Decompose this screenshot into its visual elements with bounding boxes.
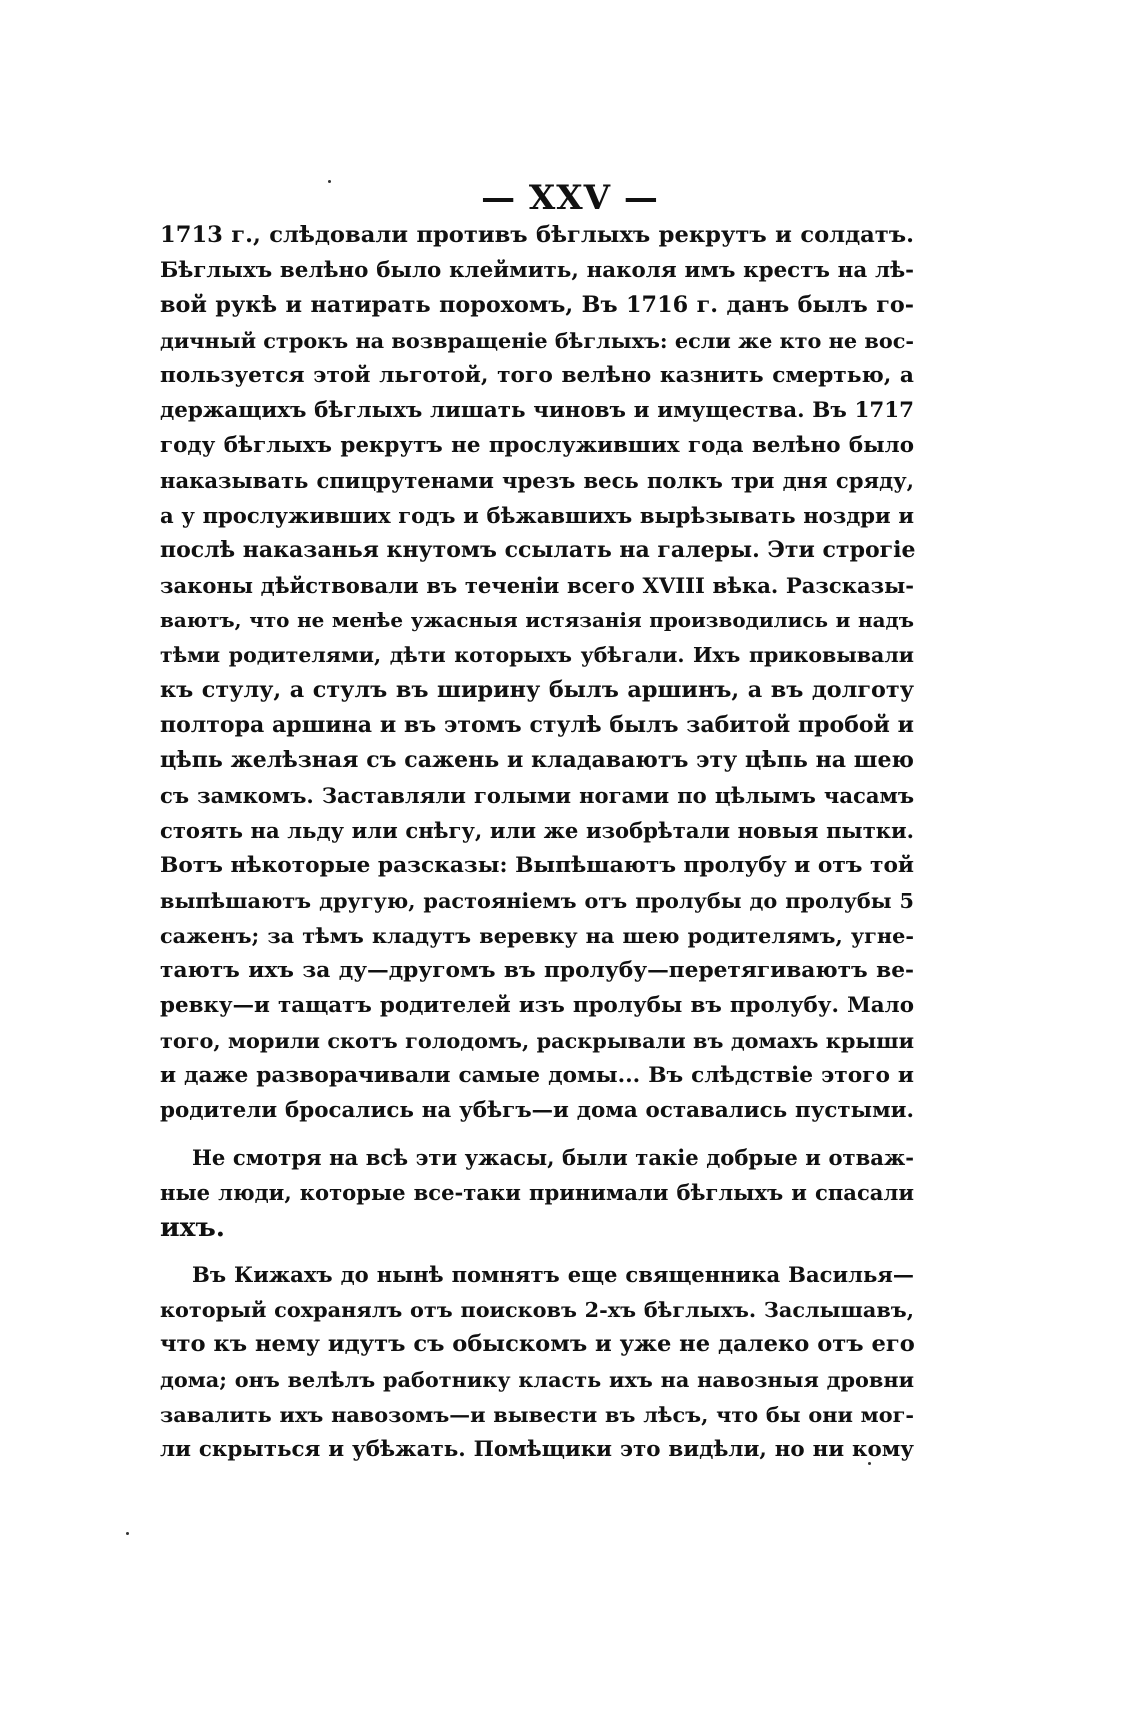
paragraph-3 (160, 1257, 914, 1467)
text-line: ваютъ, что не менѣе ужасныя истязанія производились и надъ (160, 608, 914, 632)
text-line: держащихъ бѣглыхъ лишать чиновъ и имущества. Въ 1717 (160, 398, 914, 423)
text-line: году бѣглыхъ рекрутъ не прослуживших года велѣно было (160, 433, 914, 458)
body-text (160, 218, 914, 1467)
text-line: Вотъ нѣкоторые разсказы: Выпѣшаютъ пролубу и отъ той (160, 853, 914, 878)
text-line: который сохранялъ отъ поисковъ 2-хъ бѣглыхъ. Заслышавъ, (160, 1297, 914, 1322)
text-line: ихъ. (160, 1212, 226, 1243)
text-line: Въ Кижахъ до нынѣ помнятъ еще священника Василья— (192, 1262, 914, 1287)
text-line: а у прослуживших годъ и бѣжавшихъ вырѣзывать ноздри и (160, 503, 914, 528)
text-line: стоять на льду или снѣгу, или же изобрѣтали новыя пытки. (160, 818, 914, 843)
scan-speck (868, 1462, 871, 1465)
text-line: полтора аршина и въ этомъ стулѣ былъ забитой пробой и (160, 712, 914, 738)
text-line: того, морили скотъ голодомъ, раскрывали въ домахъ крыши (160, 1028, 914, 1053)
text-line: къ стулу, а стулъ въ ширину былъ аршинъ, а въ долготу (160, 677, 914, 703)
text-line: Не смотря на всѣ эти ужасы, были такіе добрые и отваж- (192, 1145, 914, 1170)
text-line: тѣми родителями, дѣти которыхъ убѣгали. Ихъ приковывали (160, 643, 914, 667)
text-line: завалить ихъ навозомъ—и вывести въ лѣсъ, что бы они мог- (160, 1402, 914, 1427)
text-line: наказывать спицрутенами чрезъ весь полкъ три дня сряду, (160, 468, 914, 493)
text-line: и даже разворачивали самые домы... Въ слѣдствіе этого и (160, 1063, 914, 1088)
text-line: Бѣглыхъ велѣно было клеймить, наколя имъ крестъ на лѣ- (160, 258, 914, 283)
text-line: 1713 г., слѣдовали противъ бѣглыхъ рекрутъ и солдатъ. (160, 222, 914, 248)
text-line: ревку—и тащатъ родителей изъ пролубы въ пролубу. Мало (160, 993, 914, 1018)
text-line: что къ нему идутъ съ обыскомъ и уже не далеко отъ его (160, 1331, 915, 1357)
text-line: пользуется этой льготой, того велѣно казнить смертью, а (160, 363, 914, 388)
text-line: ли скрыться и убѣжать. Помѣщики это видѣли, но ни кому (160, 1437, 914, 1462)
page-number-header: — XXV — (481, 178, 659, 218)
text-line: дичный строкъ на возвращеніе бѣглыхъ: если же кто не вос- (160, 328, 914, 353)
text-line: таютъ ихъ за ду—другомъ въ пролубу—перетягиваютъ ве- (160, 958, 914, 983)
scan-speck (328, 180, 331, 183)
paragraph-gap (160, 1245, 914, 1257)
text-line: цѣпь желѣзная съ сажень и кладаваютъ эту цѣпь на шею (160, 747, 914, 773)
paragraph-1 (160, 218, 914, 1128)
text-line: родители бросались на убѣгъ—и дома оставались пустыми. (160, 1098, 914, 1123)
text-line: саженъ; за тѣмъ кладутъ веревку на шею родителямъ, угне- (160, 923, 914, 948)
text-line: ные люди, которые все-таки принимали бѣглыхъ и спасали (160, 1180, 914, 1205)
scan-speck (126, 1532, 129, 1535)
text-line: вой рукѣ и натирать порохомъ, Въ 1716 г. данъ былъ го- (160, 292, 914, 318)
text-line: дома; онъ велѣлъ работнику класть ихъ на навозныя дровни (160, 1367, 914, 1392)
text-line: послѣ наказанья кнутомъ ссылать на галеры. Эти строгіе (160, 537, 916, 563)
paragraph-gap (160, 1128, 914, 1140)
paragraph-2 (160, 1140, 914, 1245)
text-line: съ замкомъ. Заставляли голыми ногами по цѣлымъ часамъ (160, 783, 914, 808)
text-line: выпѣшаютъ другую, растояніемъ отъ пролубы до пролубы 5 (160, 888, 914, 913)
text-line: законы дѣйствовали въ теченіи всего XVIII вѣка. Разсказы- (160, 573, 914, 598)
